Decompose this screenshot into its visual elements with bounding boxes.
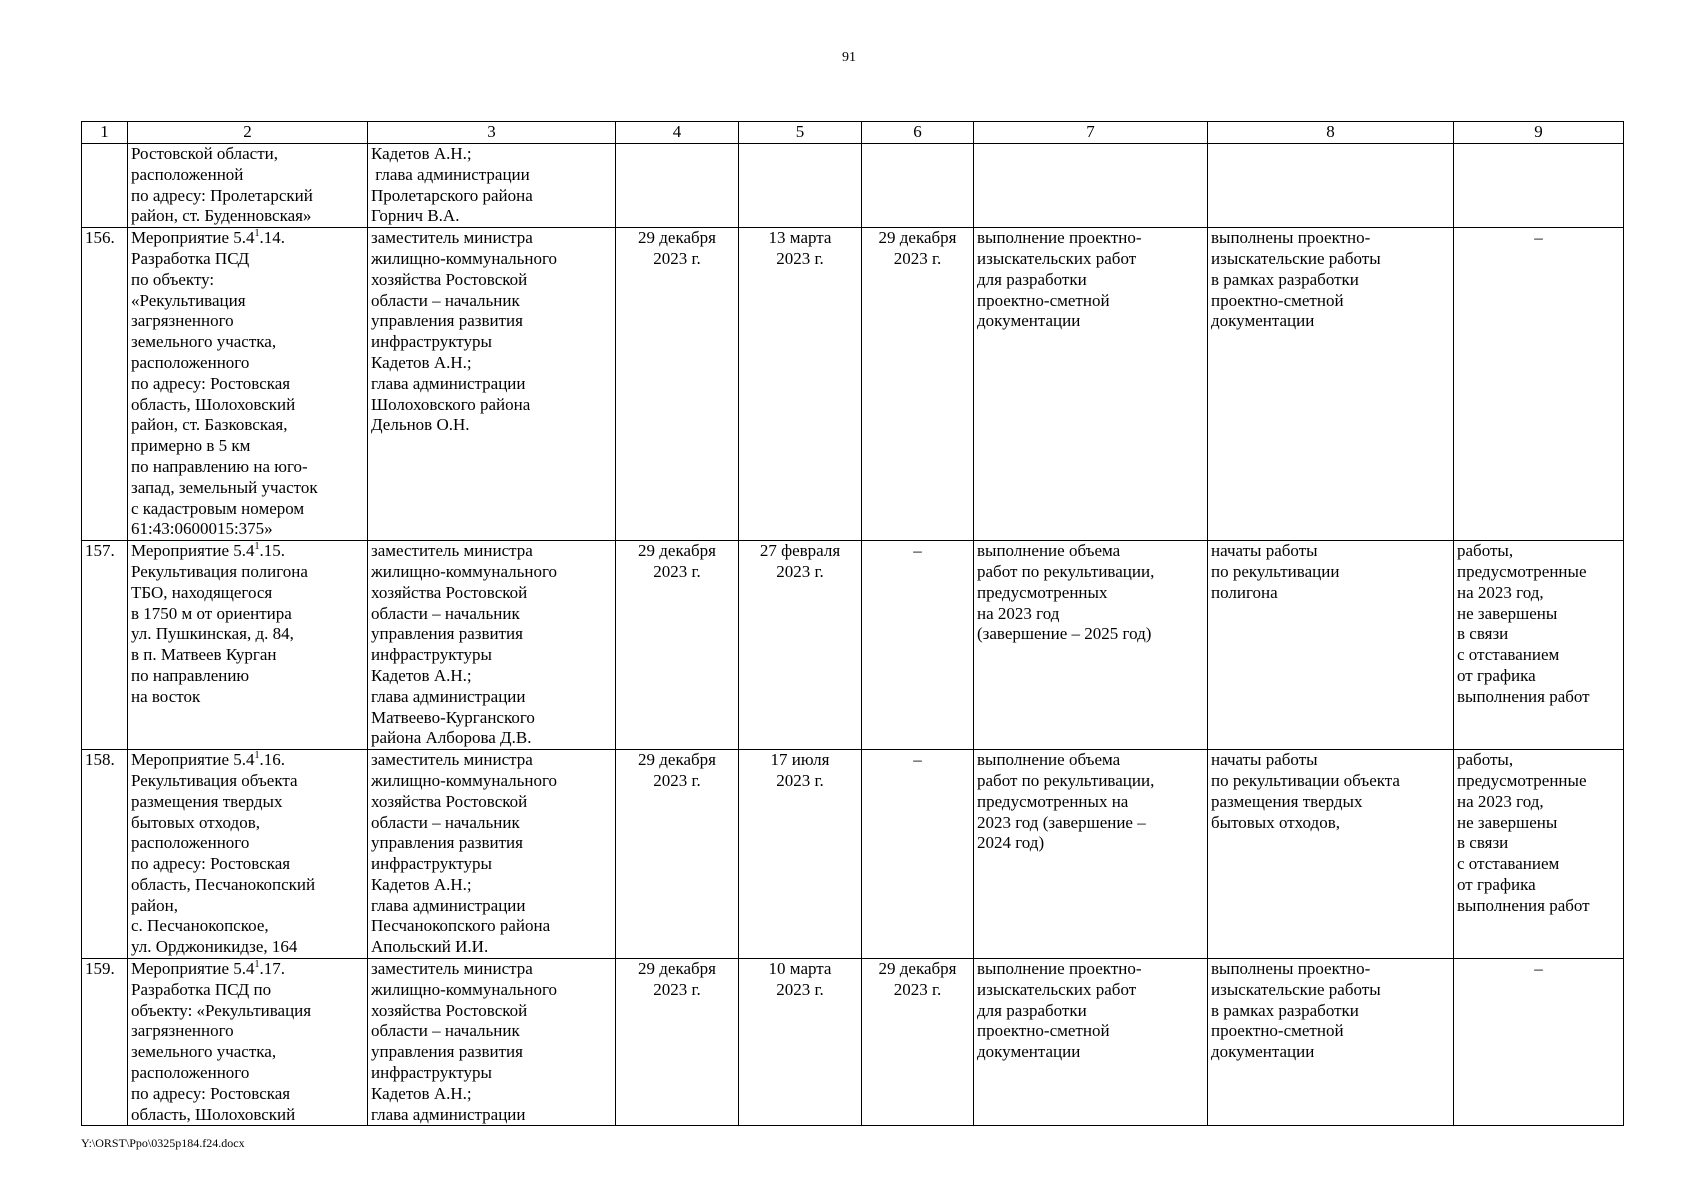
column-header: 5 <box>739 122 862 144</box>
event-title-prefix: Мероприятие 5.4 <box>131 959 255 979</box>
cell-text-line: изыскательских работ <box>977 979 1137 999</box>
cell-text-line: выполнение проектно- <box>977 228 1142 248</box>
cell-text-line: с. Песчанокопское, <box>131 916 269 936</box>
cell-text-line: документации <box>977 311 1081 331</box>
deviation-cell <box>1454 541 1624 750</box>
cell-text-line: проектно-сметной <box>1211 290 1344 310</box>
cell-text-line: 2023 г. <box>776 561 824 581</box>
cell-text-line: предусмотренных на <box>977 791 1129 811</box>
table-row <box>82 541 1624 750</box>
cell-text-line: Песчанокопского района <box>371 916 551 936</box>
actual-start-cell <box>739 750 862 959</box>
cell-text-line: для разработки <box>977 1000 1087 1020</box>
planned-date-cell <box>616 750 739 959</box>
cell-text-line: Кадетов А.Н.; <box>371 665 472 685</box>
cell-text-line: в связи <box>1457 833 1509 853</box>
event-title-suffix: .15. <box>259 541 286 561</box>
event-title-suffix: .14. <box>259 228 286 248</box>
cell-text-line: 27 февраля <box>759 541 841 561</box>
cell-text-line: предусмотренные <box>1457 561 1587 581</box>
expected-result-cell <box>974 541 1208 750</box>
cell-text-line: 10 марта <box>768 959 832 979</box>
cell-text-line: размещения твердых <box>1211 791 1363 811</box>
cell-text-line: жилищно-коммунального <box>371 248 558 268</box>
cell-text-line: инфраструктуры <box>371 854 492 874</box>
cell-text-line: 2023 г. <box>776 979 824 999</box>
cell-text-line: жилищно-коммунального <box>371 561 558 581</box>
cell-text-line: 2023 г. <box>653 248 701 268</box>
column-header: 8 <box>1208 122 1454 144</box>
deviation-cell <box>1454 959 1624 1126</box>
cell-text-line: проектно-сметной <box>977 290 1110 310</box>
cell-text-line: полигона <box>1211 582 1278 602</box>
event-title-prefix: Мероприятие 5.4 <box>131 228 255 248</box>
cell-text-line: работы, <box>1457 750 1514 770</box>
cell-text-line: – <box>1534 959 1543 979</box>
event-title-line <box>131 541 364 562</box>
cell-text-line: Горнич В.А. <box>371 206 460 226</box>
cell-text-line: район, <box>131 895 178 915</box>
cell-text-line: области – начальник <box>371 812 520 832</box>
column-header: 2 <box>128 122 368 144</box>
cell-text-line: жилищно-коммунального <box>371 979 558 999</box>
cell-text-line: Кадетов А.Н.; <box>371 874 472 894</box>
cell-text-line: ТБО, находящегося <box>131 582 273 602</box>
cell-text-line: заместитель министра <box>371 228 533 248</box>
cell-text-line: выполнение объема <box>977 541 1121 561</box>
cell-text-line: по адресу: Ростовская <box>131 1083 291 1103</box>
cell-text-line: область, Шолоховский <box>131 1104 296 1124</box>
cell-text-line: работ по рекультивации, <box>977 770 1155 790</box>
cell-text-line: глава администрации <box>371 1104 526 1124</box>
cell-text-line: по объекту: <box>131 269 215 289</box>
cell-text-line: район, ст. Базковская, <box>131 415 288 435</box>
cell-text-line: по направлению на юго- <box>131 456 308 476</box>
cell-text-line: не завершены <box>1457 603 1558 623</box>
actual-end-cell <box>862 959 974 1126</box>
column-header: 7 <box>974 122 1208 144</box>
actual-start-cell <box>739 144 862 228</box>
cell-text-line: на 2023 год, <box>1457 582 1544 602</box>
cell-text-line: выполнены проектно- <box>1211 959 1371 979</box>
cell-text-line: в п. Матвеев Курган <box>131 645 277 665</box>
cell-text-line: Кадетов А.Н.; <box>371 352 472 372</box>
cell-text-line: Пролетарского района <box>371 185 533 205</box>
cell-text-line: 29 декабря <box>638 541 716 561</box>
cell-text-line: жилищно-коммунального <box>371 770 558 790</box>
event-title-line <box>131 750 364 771</box>
column-header: 9 <box>1454 122 1624 144</box>
event-title-prefix: Мероприятие 5.4 <box>131 750 255 770</box>
cell-text-line: на 2023 год <box>977 603 1060 623</box>
cell-text-line: с кадастровым номером <box>131 498 305 518</box>
cell-text-line: 29 декабря <box>638 750 716 770</box>
cell-text-line: – <box>913 750 922 770</box>
cell-text-line: «Рекультивация <box>131 290 246 310</box>
cell-text-line: 2023 г. <box>893 979 942 999</box>
row-number: 157. <box>85 541 115 561</box>
cell-text-line: глава администрации <box>371 686 526 706</box>
event-name-cell <box>128 541 368 750</box>
cell-text-line: 2023 г. <box>653 979 701 999</box>
cell-text-line: документации <box>1211 1042 1315 1062</box>
file-path-footer: Y:\ORST\Ppo\0325p184.f24.docx <box>81 1136 245 1150</box>
event-name-cell <box>128 959 368 1126</box>
cell-text-line: земельного участка, <box>131 332 277 352</box>
cell-text-line: управления развития <box>371 624 523 644</box>
cell-text-line: 2024 год) <box>977 833 1045 853</box>
cell-text-line: выполнение проектно- <box>977 959 1142 979</box>
cell-text-line: в 1750 м от ориентира <box>131 603 292 623</box>
actual-result-cell <box>1208 228 1454 541</box>
event-title-suffix: .17. <box>259 959 286 979</box>
cell-text-line: документации <box>1211 311 1315 331</box>
event-title-superscript: 1 <box>254 228 260 240</box>
cell-text-line: расположенного <box>131 833 250 853</box>
cell-text-line: область, Песчанокопский <box>131 874 316 894</box>
event-title-line <box>131 228 364 249</box>
cell-text-line: земельного участка, <box>131 1042 277 1062</box>
page-number: 91 <box>842 50 856 65</box>
cell-text-line: размещения твердых <box>131 791 283 811</box>
cell-text-line: 29 декабря <box>878 959 957 979</box>
cell-text-line: начаты работы <box>1211 750 1318 770</box>
cell-text-line: запад, земельный участок <box>131 477 318 497</box>
cell-text-line: области – начальник <box>371 290 520 310</box>
event-name-cell <box>128 750 368 959</box>
cell-text-line: загрязненного <box>131 311 234 331</box>
cell-text-line: Рекультивация объекта <box>131 770 298 790</box>
row-number-cell <box>82 228 128 541</box>
cell-text-line: изыскательских работ <box>977 248 1137 268</box>
cell-text-line: 29 декабря <box>638 228 716 248</box>
row-number-cell <box>82 144 128 228</box>
cell-text-line: изыскательские работы <box>1211 979 1381 999</box>
cell-text-line: по направлению <box>131 665 250 685</box>
cell-text-line: выполнение объема <box>977 750 1121 770</box>
actual-end-cell <box>862 750 974 959</box>
event-title-superscript: 1 <box>254 750 260 762</box>
cell-text-line: – <box>1534 228 1543 248</box>
actual-start-cell <box>739 228 862 541</box>
cell-text-line: предусмотренные <box>1457 770 1587 790</box>
responsible-cell <box>368 228 616 541</box>
cell-text-line: в рамках разработки <box>1211 1000 1359 1020</box>
column-header: 3 <box>368 122 616 144</box>
actual-end-cell <box>862 541 974 750</box>
cell-text-line: документации <box>977 1042 1081 1062</box>
cell-text-line: по рекультивации <box>1211 561 1340 581</box>
cell-text-line: от графика <box>1457 665 1536 685</box>
cell-text-line: инфраструктуры <box>371 332 492 352</box>
cell-text-line: проектно-сметной <box>1211 1021 1344 1041</box>
cell-text-line: заместитель министра <box>371 959 533 979</box>
cell-text-line: объекту: «Рекультивация <box>131 1000 312 1020</box>
row-number-cell <box>82 959 128 1126</box>
row-number: 159. <box>85 959 115 979</box>
cell-text-line: Кадетов А.Н.; <box>371 1083 472 1103</box>
cell-text-line: 2023 г. <box>653 561 701 581</box>
cell-text-line: 29 декабря <box>878 228 957 248</box>
cell-text-line: ул. Пушкинская, д. 84, <box>131 624 294 644</box>
cell-text-line: хозяйства Ростовской <box>371 582 528 602</box>
cell-text-line: по адресу: Ростовская <box>131 854 291 874</box>
cell-text-line: 29 декабря <box>638 959 716 979</box>
cell-text-line: на восток <box>131 686 201 706</box>
cell-text-line: Разработка ПСД по <box>131 979 272 999</box>
row-number: 158. <box>85 750 115 770</box>
cell-text-line: 2023 год (завершение – <box>977 812 1146 832</box>
actual-start-cell <box>739 541 862 750</box>
cell-text-line: выполнены проектно- <box>1211 228 1371 248</box>
event-name-cell <box>128 144 368 228</box>
header-row <box>82 122 1624 144</box>
cell-text-line: управления развития <box>371 1042 523 1062</box>
actual-end-cell <box>862 144 974 228</box>
expected-result-cell <box>974 750 1208 959</box>
column-header: 4 <box>616 122 739 144</box>
cell-text-line: хозяйства Ростовской <box>371 269 528 289</box>
row-number-cell <box>82 750 128 959</box>
expected-result-cell <box>974 228 1208 541</box>
cell-text-line: 2023 г. <box>776 248 824 268</box>
cell-text-line: выполнения работ <box>1457 895 1590 915</box>
cell-text-line: заместитель министра <box>371 750 533 770</box>
actual-result-cell <box>1208 750 1454 959</box>
event-title-prefix: Мероприятие 5.4 <box>131 541 255 561</box>
cell-text-line: – <box>913 541 922 561</box>
planned-date-cell <box>616 228 739 541</box>
cell-text-line: 13 марта <box>768 228 832 248</box>
cell-text-line: бытовых отходов, <box>1211 812 1340 832</box>
cell-text-line: расположенного <box>131 1063 250 1083</box>
expected-result-cell <box>974 144 1208 228</box>
cell-text-line: ул. Орджоникидзе, 164 <box>131 937 298 957</box>
cell-text-line: глава администрации <box>371 895 526 915</box>
cell-text-line: Ростовской области, <box>131 144 278 163</box>
row-number-cell <box>82 541 128 750</box>
cell-text-line: в связи <box>1457 624 1509 644</box>
cell-text-line: изыскательские работы <box>1211 248 1381 268</box>
cell-text-line: для разработки <box>977 269 1087 289</box>
cell-text-line: Матвеево-Курганского <box>371 707 535 727</box>
cell-text-line: область, Шолоховский <box>131 394 296 414</box>
cell-text-line: 61:43:0600015:375» <box>131 519 273 539</box>
actual-result-cell <box>1208 959 1454 1126</box>
cell-text-line: от графика <box>1457 874 1536 894</box>
responsible-cell <box>368 541 616 750</box>
planned-date-cell <box>616 144 739 228</box>
table-row <box>82 228 1624 541</box>
cell-text-line: инфраструктуры <box>371 1063 492 1083</box>
cell-text-line: по рекультивации объекта <box>1211 770 1400 790</box>
table-row <box>82 750 1624 959</box>
cell-text-line: Кадетов А.Н.; <box>371 144 472 163</box>
cell-text-line: управления развития <box>371 833 523 853</box>
cell-text-line: работ по рекультивации, <box>977 561 1155 581</box>
cell-text-line: работы, <box>1457 541 1514 561</box>
responsible-cell <box>368 144 616 228</box>
table-row <box>82 144 1624 228</box>
cell-text-line: в рамках разработки <box>1211 269 1359 289</box>
event-title-line <box>131 959 364 980</box>
cell-text-line: по адресу: Ростовская <box>131 373 291 393</box>
cell-text-line: с отставанием <box>1457 854 1560 874</box>
cell-text-line: выполнения работ <box>1457 686 1590 706</box>
cell-text-line: области – начальник <box>371 1021 520 1041</box>
event-title-superscript: 1 <box>254 959 260 971</box>
cell-text-line: 2023 г. <box>653 770 701 790</box>
cell-text-line: района Алборова Д.В. <box>371 728 532 748</box>
responsible-cell <box>368 959 616 1126</box>
responsible-cell <box>368 750 616 959</box>
deviation-cell <box>1454 144 1624 228</box>
cell-text-line: Шолоховского района <box>371 394 531 414</box>
cell-text-line: на 2023 год, <box>1457 791 1544 811</box>
cell-text-line: Дельнов О.Н. <box>371 415 470 435</box>
cell-text-line: 2023 г. <box>893 248 942 268</box>
cell-text-line: управления развития <box>371 311 523 331</box>
cell-text-line: инфраструктуры <box>371 645 492 665</box>
cell-text-line: предусмотренных <box>977 582 1108 602</box>
deviation-cell <box>1454 750 1624 959</box>
cell-text-line: Апольский И.И. <box>371 937 489 957</box>
cell-text-line: начаты работы <box>1211 541 1318 561</box>
cell-text-line: по адресу: Пролетарский <box>131 185 313 205</box>
cell-text-line: глава администрации <box>371 164 530 184</box>
actual-end-cell <box>862 228 974 541</box>
cell-text-line: с отставанием <box>1457 645 1560 665</box>
events-table <box>81 121 1624 1126</box>
cell-text-line: (завершение – 2025 год) <box>977 624 1152 644</box>
row-number: 156. <box>85 228 115 248</box>
cell-text-line: Разработка ПСД <box>131 248 250 268</box>
cell-text-line: 17 июля <box>770 750 830 770</box>
actual-result-cell <box>1208 541 1454 750</box>
cell-text-line: Рекультивация полигона <box>131 561 308 581</box>
cell-text-line: расположенной <box>131 164 244 184</box>
actual-start-cell <box>739 959 862 1126</box>
cell-text-line: бытовых отходов, <box>131 812 260 832</box>
cell-text-line: район, ст. Буденновская» <box>131 206 312 226</box>
actual-result-cell <box>1208 144 1454 228</box>
cell-text-line: проектно-сметной <box>977 1021 1110 1041</box>
table-row <box>82 959 1624 1126</box>
deviation-cell <box>1454 228 1624 541</box>
event-title-suffix: .16. <box>259 750 286 770</box>
event-title-superscript: 1 <box>254 541 260 553</box>
cell-text-line: загрязненного <box>131 1021 234 1041</box>
cell-text-line: области – начальник <box>371 603 520 623</box>
planned-date-cell <box>616 959 739 1126</box>
column-header: 1 <box>82 122 128 144</box>
cell-text-line: хозяйства Ростовской <box>371 1000 528 1020</box>
cell-text-line: заместитель министра <box>371 541 533 561</box>
cell-text-line: 2023 г. <box>776 770 824 790</box>
planned-date-cell <box>616 541 739 750</box>
cell-text-line: глава администрации <box>371 373 526 393</box>
cell-text-line: не завершены <box>1457 812 1558 832</box>
cell-text-line: расположенного <box>131 352 250 372</box>
expected-result-cell <box>974 959 1208 1126</box>
event-name-cell <box>128 228 368 541</box>
cell-text-line: примерно в 5 км <box>131 436 251 456</box>
column-header: 6 <box>862 122 974 144</box>
cell-text-line: хозяйства Ростовской <box>371 791 528 811</box>
